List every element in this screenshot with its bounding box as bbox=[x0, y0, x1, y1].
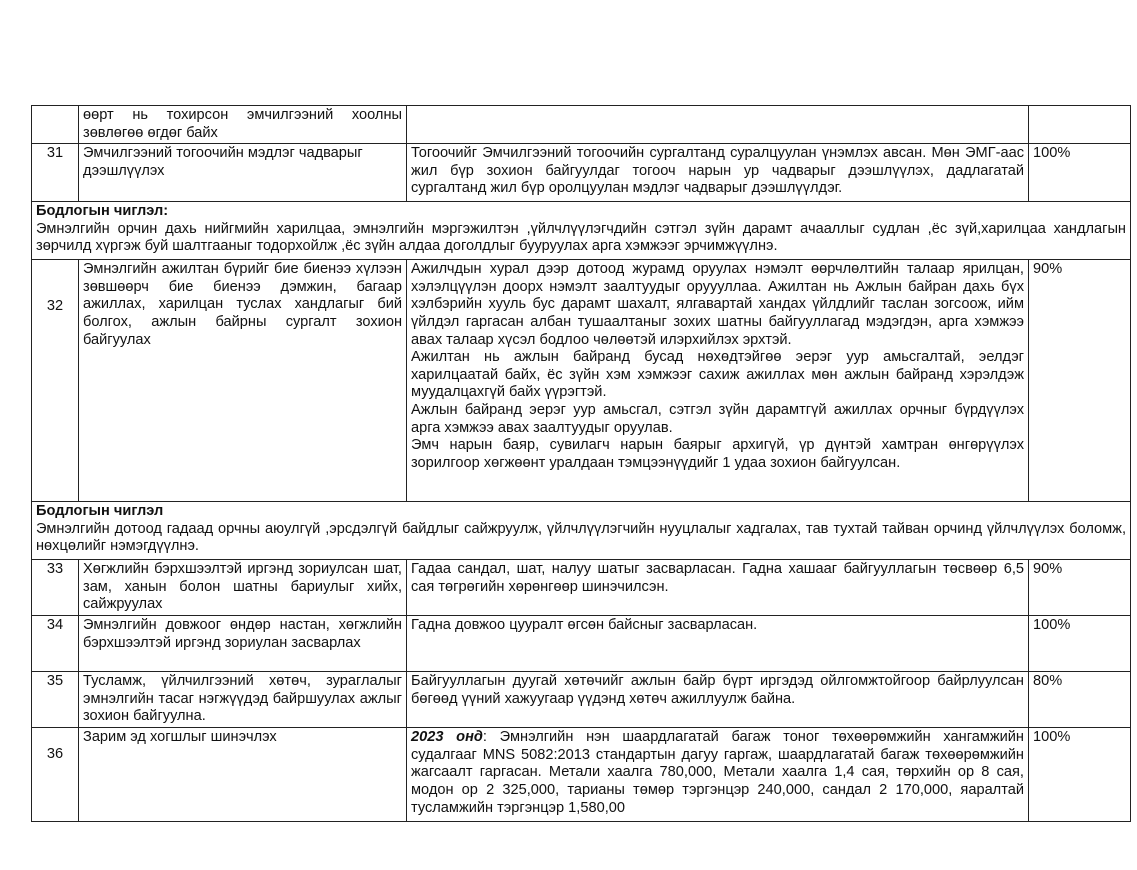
table-row bbox=[32, 728, 1131, 822]
percent-cell: 90% bbox=[1029, 260, 1131, 502]
table-row bbox=[32, 672, 1131, 728]
section-text: Эмнэлгийн орчин дахь нийгмийн харилцаа, эмнэлгийн мэргэжилтэн ,үйлчлүүлэгчдийн сэтгэл зүйн дарамт ачааллыг судлан ,ёс зүй,харилцаа хандлагын зөрчилд хүргэж буй шалтгааныг тодорхойлж ,ёс зүйн алдаа доголдлыг бууруулах арга хэмжээг эрчимжүүлнэ. bbox=[36, 220, 1126, 255]
percent-cell: 100% bbox=[1029, 728, 1131, 822]
activity-cell: Эмнэлгийн ажилтан бүрийг бие биенээ хүлээн зөвшөөрч бие биенээ дэмжин, багаар ажиллах, харилцан туслах хандлагыг бий болгох, ажлын байрны сургалт зохион байгуулах bbox=[79, 260, 407, 502]
section-title: Бодлогын чиглэл bbox=[36, 503, 164, 520]
result-cell bbox=[407, 106, 1029, 144]
row-number: 34 bbox=[32, 616, 79, 672]
result-cell: Тогоочийг Эмчилгээний тогоочийн сургалтанд суралцуулан үнэмлэх авсан. Мөн ЭМГ-аас жил бүр зохион байгуулдаг тогооч нарын ур чадварыг дээшлүүлэх, дадлагатай сургалтанд жил бүр оролцуулан мэдлэг чадварыг дээшлүүлдэг. bbox=[407, 144, 1029, 202]
activity-cell: Тусламж, үйлчилгээний хөтөч, зураглалыг эмнэлгийн тасаг нэгжүүдэд байршуулах ажлыг зохион байгуулна. bbox=[79, 672, 407, 728]
row-number: 35 bbox=[32, 672, 79, 728]
result-cell: Гадна довжоо цууралт өгсөн байсныг засварласан. bbox=[407, 616, 1029, 672]
result-paragraph: Ажлын байранд эерэг уур амьсгал, сэтгэл зүйн дарамтгүй ажиллах орчныг бүрдүүлэх арга хэмжээ авах заалтуудыг оруулав. bbox=[411, 401, 1024, 436]
activity-cell: Эмнэлгийн довжоог өндөр настан, хөгжлийн бэрхшээлтэй иргэнд зориулан засварлах bbox=[79, 616, 407, 672]
row-number: 36 bbox=[32, 728, 79, 822]
result-text: : Эмнэлгийн нэн шаардлагатай багаж тоног төхөөрөмжийн хангамжийн судалгааг MNS 5082:2013 стандартын дагуу гаргаж, шаардлагатай багаж төхөөрөмжийн жагсаалт гаргасан. Метали хаалга 780,000, Метали хаалга 1,4 сая, төрхийн ор 8 сая, модон ор 2 325,000, тарианы төмөр тэргэнцэр 240,000, сандал 2 170,000, яаралтай тусламжийн тэргэнцэр 1,580,00 bbox=[411, 729, 1024, 816]
row-number bbox=[32, 106, 79, 144]
policy-section bbox=[32, 502, 1131, 560]
policy-section-row bbox=[32, 502, 1131, 560]
result-cell bbox=[407, 260, 1029, 502]
row-number: 31 bbox=[32, 144, 79, 202]
percent-cell: 80% bbox=[1029, 672, 1131, 728]
percent-cell: 100% bbox=[1029, 616, 1131, 672]
report-table bbox=[31, 105, 1131, 822]
activity-cell: өөрт нь тохирсон эмчилгээний хоолны зөвлөгөө өгдөг байх bbox=[79, 106, 407, 144]
result-paragraph: Ажилчдын хурал дээр дотоод журамд оруулах нэмэлт өөрчлөлтийн талаар ярилцан, хэлэлцүүлэн доорх нэмэлт заалтуудыг оруууллаа. Ажилтан нь Ажлын байран дахь бүх хэлбэрийн хууль бус дарамт шахалт, ялгавартай хандах үйлдлийг таслан зогсоож, ийм үйлдэл гаргасан албан тушаалтаныг зохих шатны байгууллагад мэдэгдэн, арга хэмжээ авах талаар хүсэл бодлоо чөлөөтэй илэрхийлэх эрхтэй. bbox=[411, 261, 1024, 348]
result-cell: Гадаа сандал, шат, налуу шатыг засварласан. Гадна хашааг байгууллагын төсвөөр 6,5 сая төгрөгийн хөрөнгөөр шинэчилсэн. bbox=[407, 560, 1029, 616]
percent-cell bbox=[1029, 106, 1131, 144]
result-paragraph: Ажилтан нь ажлын байранд бусад нөхөдтэйгөө эерэг уур амьсгалтай, эелдэг харилцаатай байх, ёс зүйн хэм хэмжээг сахиж ажиллах мөн ажлын байранд хэрэлдэж муудалцахгүй байх үүрэгтэй. bbox=[411, 349, 1024, 401]
table-row bbox=[32, 144, 1131, 202]
result-cell: Байгууллагын дуугай хөтөчийг ажлын байр бүрт иргэдэд ойлгомжтойгоор байрлуулсан бөгөөд үүний хажуугаар үүдэнд хөтөч ажиллуулж байна. bbox=[407, 672, 1029, 728]
table-row bbox=[32, 616, 1131, 672]
result-year-lead: 2023 онд bbox=[411, 729, 483, 746]
result-cell bbox=[407, 728, 1029, 822]
result-paragraph: Эмч нарын баяр, сувилагч нарын баярыг архигүй, үр дүнтэй хамтран өнгөрүүлэх зорилгоор хөгжөөнт уралдаан тэмцээнүүдийг 1 удаа зохион байгуулсан. bbox=[411, 437, 1024, 471]
table-row bbox=[32, 106, 1131, 144]
table-row bbox=[32, 260, 1131, 502]
policy-section-row bbox=[32, 202, 1131, 260]
table-row bbox=[32, 560, 1131, 616]
activity-cell: Хөгжлийн бэрхшээлтэй иргэнд зориулсан шат, зам, ханын болон шатны бариулыг хийх, сайжруулах bbox=[79, 560, 407, 616]
percent-cell: 100% bbox=[1029, 144, 1131, 202]
row-number: 33 bbox=[32, 560, 79, 616]
activity-cell: Эмчилгээний тогоочийн мэдлэг чадварыг дээшлүүлэх bbox=[79, 144, 407, 202]
section-title: Бодлогын чиглэл: bbox=[36, 203, 169, 220]
row-number: 32 bbox=[32, 260, 79, 502]
policy-section bbox=[32, 202, 1131, 260]
activity-cell: Зарим эд хогшлыг шинэчлэх bbox=[79, 728, 407, 822]
section-text: Эмнэлгийн дотоод гадаад орчны аюулгүй ,эрсдэлгүй байдлыг сайжруулж, үйлчлүүлэгчийн нууцлалыг хадгалах, тав тухтай тайван орчинд үйлчлүүлэх боломж, нөхцөлийг нэмэгдүүлнэ. bbox=[36, 520, 1126, 555]
percent-cell: 90% bbox=[1029, 560, 1131, 616]
